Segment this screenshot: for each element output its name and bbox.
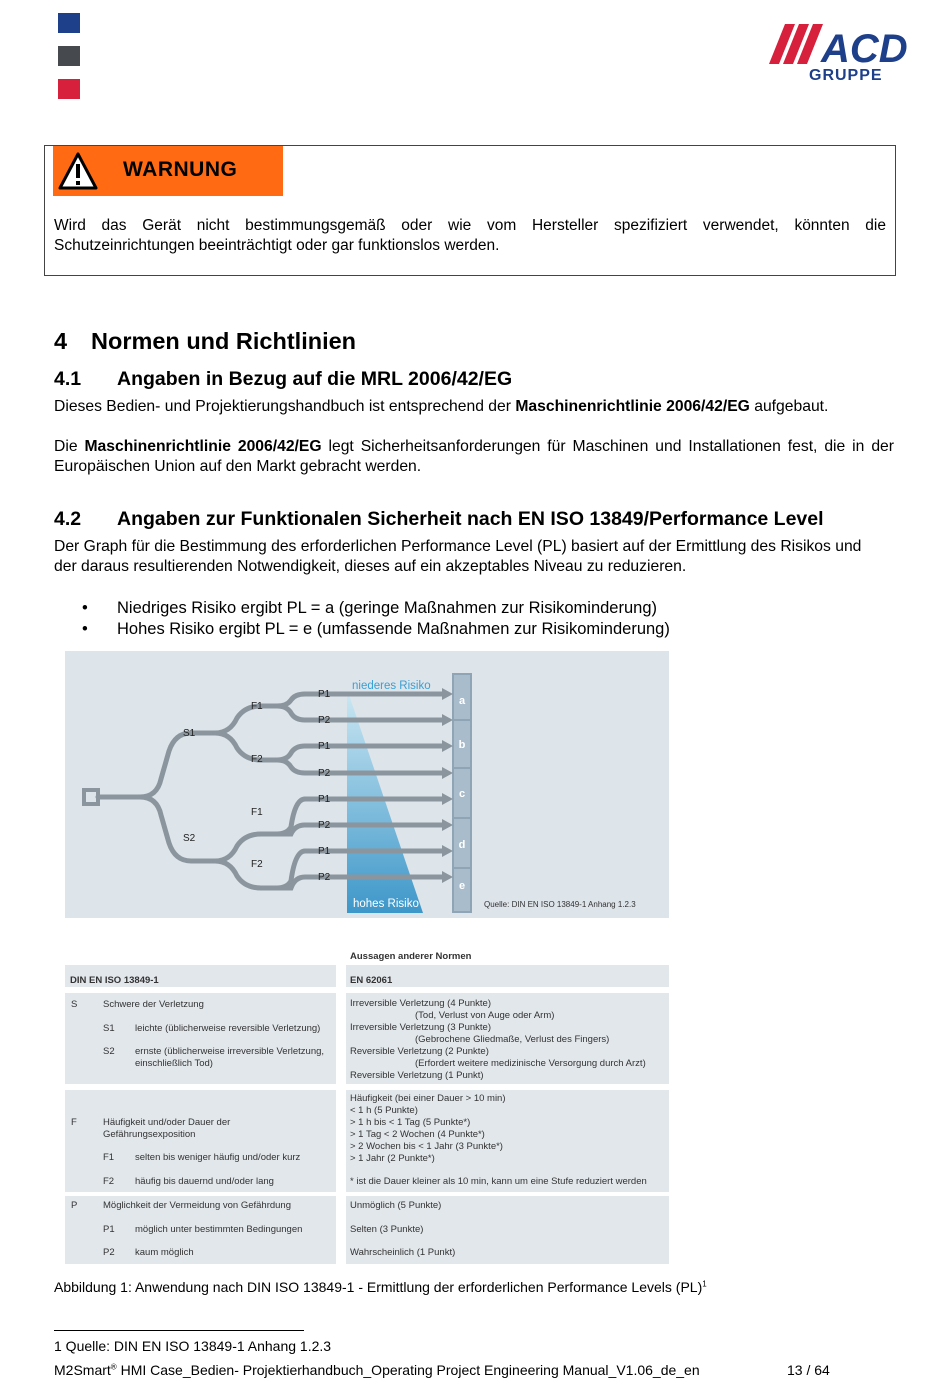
f-rating-1: Häufigkeit (bei einer Dauer > 10 min) [350,1093,506,1104]
f2-label-b: F2 [251,859,263,870]
s-rating-7: Reversible Verletzung (1 Punkt) [350,1070,484,1081]
table-col1-header: DIN EN ISO 13849-1 [70,975,159,986]
s-rating-1: Irreversible Verletzung (4 Punkte) [350,998,491,1009]
s41-paragraph-1: Dieses Bedien- und Projektierungshandbuch ist entsprechend der Maschinenrichtlinie 2006/42/EG aufgebaut. [54,398,829,415]
logo-sub: GRUPPE [809,67,883,84]
p-label: Möglichkeit der Vermeidung von Gefährdung [103,1200,292,1211]
level-c: c [458,788,466,800]
s-rating-3: Irreversible Verletzung (3 Punkte) [350,1022,491,1033]
f2-key: F2 [103,1176,115,1187]
bullet-low-risk: • Niedriges Risiko ergibt PL = a (geringe Maßnahmen zur Risikominderung) [82,598,670,619]
bullet-high-risk: • Hohes Risiko ergibt PL = e (umfassende Maßnahmen zur Risikominderung) [82,619,670,640]
figure-caption: Abbildung 1: Anwendung nach DIN ISO 13849-1 - Ermittlung der erforderlichen Performance Levels (PL)$^1$ [54,1279,707,1295]
corner-square-red [58,79,80,99]
acd-gruppe-logo [765,18,925,84]
section-4-heading: 4 Normen und Richtlinien [54,328,357,354]
page-number: 13 / 64 [787,1362,830,1378]
p-rating-1: Unmöglich (5 Punkte) [350,1200,442,1211]
p-label-3: P1 [318,741,331,752]
f-key: F [71,1117,77,1128]
s2-label: S2 [183,833,196,844]
f-rating-2: < 1 h (5 Punkte) [350,1105,418,1116]
p-label-7: P1 [318,846,331,857]
p-label-6: P2 [318,820,331,831]
f1-text: selten bis weniger häufig und/oder kurz [135,1152,301,1163]
warning-triangle-icon [58,152,98,190]
table-header-other: Aussagen anderer Normen [350,951,472,962]
f2-label-a: F2 [251,754,263,765]
low-risk-label: niederes Risiko [352,680,431,692]
footnote: 1 Quelle: DIN EN ISO 13849-1 Anhang 1.2.3 [54,1338,332,1354]
s1-key: S1 [103,1023,115,1034]
s-rating-2: (Tod, Verlust von Auge oder Arm) [415,1010,555,1021]
p-key: P [71,1200,78,1211]
s2-key: S2 [103,1046,115,1057]
warning-text: Wird das Gerät nicht bestimmungsgemäß oder wie vom Hersteller spezifiziert verwendet, könnten die Schutzeinrichtungen beeinträchtigt oder gar funktionslos werden. [54,217,886,254]
f1-label-b: F1 [251,807,263,818]
norm-comparison-table [65,943,669,1266]
warning-label: WARNUNG [123,158,238,181]
f1-key: F1 [103,1152,115,1163]
f-rating-5: > 2 Wochen bis < 1 Jahr (3 Punkte*) [350,1141,503,1152]
p-rating-2: Selten (3 Punkte) [350,1224,424,1235]
s-rating-6: (Erfordert weitere medizinische Versorgung durch Arzt) [415,1058,646,1069]
s-rating-4: (Gebrochene Gliedmaße, Verlust des Fingers) [415,1034,610,1045]
p-label-5: P1 [318,794,331,805]
table-col2-header: EN 62061 [350,975,393,986]
s41-paragraph-2: Die Maschinenrichtlinie 2006/42/EG legt Sicherheitsanforderungen für Maschinen und Installationen fest, die in der Europäischen Union auf den Markt gebracht werden. [54,438,894,475]
f-rating-note: * ist die Dauer kleiner als 10 min, kann um eine Stufe reduziert werden [350,1176,647,1187]
warning-box [44,145,896,276]
high-risk-label: hohes Risiko [353,898,419,910]
f-rating-6: > 1 Jahr (2 Punkte*) [350,1153,435,1164]
p-label-1: P1 [318,689,331,700]
s1-label: S1 [183,728,196,739]
f-rating-3: > 1 h bis < 1 Tag (5 Punkte*) [350,1117,471,1128]
s-key: S [71,999,78,1010]
f-label-2: Gefährungsexposition [103,1129,196,1140]
p2-key: P2 [103,1247,115,1258]
level-b: b [458,739,466,751]
p1-text: möglich unter bestimmten Bedingungen [135,1224,303,1235]
f2-text: häufig bis dauernd und/oder lang [135,1176,274,1187]
p1-key: P1 [103,1224,115,1235]
s2-text-1: ernste (üblicherweise irreversible Verletzung, [135,1046,325,1057]
s-label: Schwere der Verletzung [103,999,204,1010]
s42-paragraph: Der Graph für die Bestimmung des erforderlichen Performance Level (PL) basiert auf der Ermittlung des Risikos und der daraus resultierenden Notwendigkeit, dieses auf ein akzeptables Niveau zu reduzieren. [54,538,862,575]
s1-text: leichte (üblicherweise reversible Verletzung) [135,1023,321,1034]
section-4-2-heading: 4.2 Angaben zur Funktionalen Sicherheit nach EN ISO 13849/Performance Level [54,508,824,530]
graph-source: Quelle: DIN EN ISO 13849-1 Anhang 1.2.3 [484,900,636,909]
level-a: a [458,695,466,707]
corner-square-gray [58,46,80,66]
p-label-8: P2 [318,872,331,883]
p-rating-3: Wahrscheinlich (1 Punkt) [350,1247,456,1258]
footnote-separator [54,1330,304,1331]
p2-text: kaum möglich [135,1247,194,1258]
f1-label-a: F1 [251,701,263,712]
s-rating-5: Reversible Verletzung (2 Punkte) [350,1046,489,1057]
p-label-4: P2 [318,768,331,779]
f-label-1: Häufigkeit und/oder Dauer der [103,1117,231,1128]
risk-graph [65,651,669,918]
warning-header [53,146,283,196]
page-footer: M2Smart® HMI Case_Bedien- Projektierhandbuch_Operating Project Engineering Manual_V1.06_de_en [54,1362,700,1378]
logo-brand: ACD [821,27,908,71]
level-d: d [458,839,466,851]
corner-square-blue [58,13,80,33]
risk-bullet-list [82,598,670,640]
level-e: e [458,880,466,892]
f-rating-4: > 1 Tag < 2 Wochen (4 Punkte*) [350,1129,485,1140]
section-4-1-heading: 4.1 Angaben in Bezug auf die MRL 2006/42/EG [54,368,513,390]
p-label-2: P2 [318,715,331,726]
s2-text-2: einschließlich Tod) [135,1058,213,1069]
